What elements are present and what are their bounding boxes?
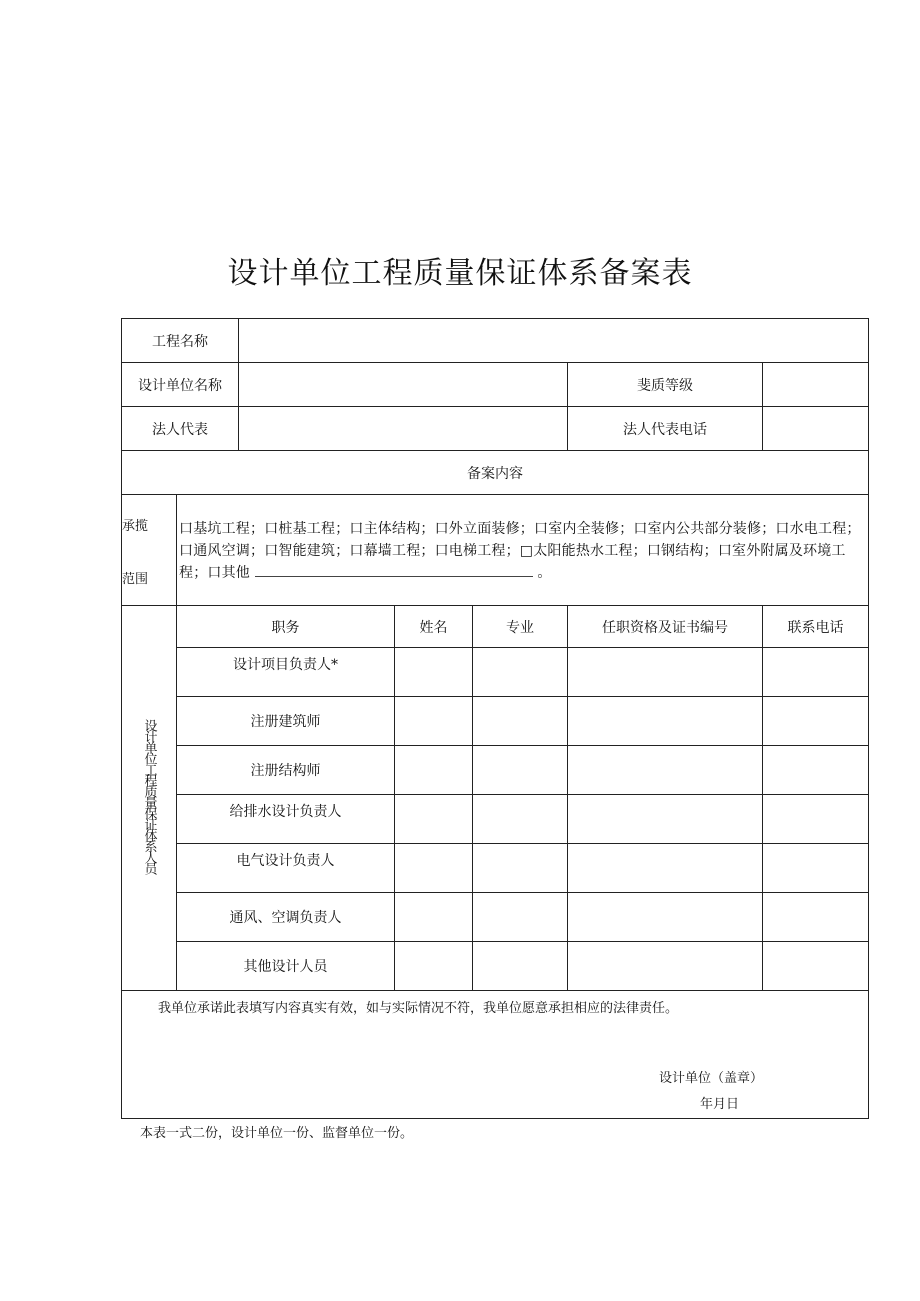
project-name-field[interactable] bbox=[239, 319, 869, 363]
table-cell[interactable] bbox=[395, 844, 473, 893]
legal-rep-field[interactable] bbox=[239, 407, 568, 451]
table-cell[interactable] bbox=[568, 746, 763, 795]
table-cell[interactable] bbox=[395, 746, 473, 795]
header-qualification-cert: 任职资格及证书编号 bbox=[568, 606, 763, 648]
pledge-cell bbox=[122, 991, 869, 1119]
role-project-lead: 设计项目负责人* bbox=[177, 648, 395, 697]
filing-content-header: 备案内容 bbox=[122, 451, 869, 495]
date-label: 年月日 bbox=[700, 1097, 740, 1112]
table-cell[interactable] bbox=[395, 648, 473, 697]
table-cell[interactable] bbox=[568, 893, 763, 942]
role-registered-structural-engineer: 注册结构师 bbox=[177, 746, 395, 795]
table-cell[interactable] bbox=[568, 697, 763, 746]
filing-form bbox=[121, 318, 869, 1119]
header-position: 职务 bbox=[177, 606, 395, 648]
table-cell[interactable] bbox=[763, 746, 869, 795]
table-cell[interactable] bbox=[568, 648, 763, 697]
table-cell[interactable] bbox=[395, 893, 473, 942]
header-contact-phone: 联系电话 bbox=[763, 606, 869, 648]
page-title: 设计单位工程质量保证体系备案表 bbox=[227, 256, 693, 291]
seal-label: 设计单位（盖章） bbox=[659, 1071, 764, 1086]
legal-rep-phone-label: 法人代表电话 bbox=[568, 407, 763, 451]
scope-end-mark: 。 bbox=[537, 565, 552, 581]
role-other-designers: 其他设计人员 bbox=[177, 942, 395, 991]
role-plumbing-lead: 给排水设计负责人 bbox=[177, 795, 395, 844]
scope-options-text: 口基坑工程；口桩基工程；口主体结构；口外立面装修；口室内全装修；口室内公共部分装修；口水电工程；口通风空调；口智能建筑；口幕墙工程；口电梯工程；□太阳能热水工程；口钢结构；口室外附属及环境工程；口其他 bbox=[179, 521, 861, 581]
table-cell[interactable] bbox=[473, 844, 568, 893]
scope-label-bottom: 范围 bbox=[122, 572, 149, 587]
qualification-level-field[interactable] bbox=[763, 363, 869, 407]
table-cell[interactable] bbox=[473, 795, 568, 844]
header-name: 姓名 bbox=[395, 606, 473, 648]
table-cell[interactable] bbox=[763, 648, 869, 697]
header-specialty: 专业 bbox=[473, 606, 568, 648]
qualification-level-label: 斐质等级 bbox=[568, 363, 763, 407]
project-name-label: 工程名称 bbox=[122, 319, 239, 363]
legal-rep-label: 法人代表 bbox=[122, 407, 239, 451]
pledge-statement: 我单位承诺此表填写内容真实有效，如与实际情况不符，我单位愿意承担相应的法律责任。 bbox=[158, 1001, 679, 1016]
table-cell[interactable] bbox=[473, 942, 568, 991]
other-scope-blank[interactable] bbox=[255, 563, 533, 577]
table-cell[interactable] bbox=[568, 795, 763, 844]
table-cell[interactable] bbox=[473, 648, 568, 697]
table-cell[interactable] bbox=[763, 697, 869, 746]
footnote: 本表一式二份，设计单位一份、监督单位一份。 bbox=[140, 1126, 414, 1141]
role-registered-architect: 注册建筑师 bbox=[177, 697, 395, 746]
design-unit-name-field[interactable] bbox=[239, 363, 568, 407]
role-electrical-lead: 电气设计负责人 bbox=[177, 844, 395, 893]
table-cell[interactable] bbox=[473, 746, 568, 795]
table-cell[interactable] bbox=[395, 795, 473, 844]
scope-label-top: 承揽 bbox=[122, 519, 149, 534]
table-cell[interactable] bbox=[568, 844, 763, 893]
design-unit-name-label: 设计单位名称 bbox=[122, 363, 239, 407]
table-cell[interactable] bbox=[763, 942, 869, 991]
personnel-section-label-cell bbox=[122, 606, 177, 991]
table-cell[interactable] bbox=[568, 942, 763, 991]
table-cell[interactable] bbox=[395, 697, 473, 746]
table-cell[interactable] bbox=[763, 893, 869, 942]
table-cell[interactable] bbox=[763, 844, 869, 893]
personnel-section-label: 设计单位工程质量保证体系人员 bbox=[141, 719, 157, 873]
legal-rep-phone-field[interactable] bbox=[763, 407, 869, 451]
table-cell[interactable] bbox=[473, 697, 568, 746]
scope-checklist[interactable] bbox=[177, 495, 869, 606]
table-cell[interactable] bbox=[473, 893, 568, 942]
table-cell[interactable] bbox=[395, 942, 473, 991]
role-hvac-lead: 通风、空调负责人 bbox=[177, 893, 395, 942]
scope-label-cell bbox=[122, 495, 177, 606]
table-cell[interactable] bbox=[763, 795, 869, 844]
